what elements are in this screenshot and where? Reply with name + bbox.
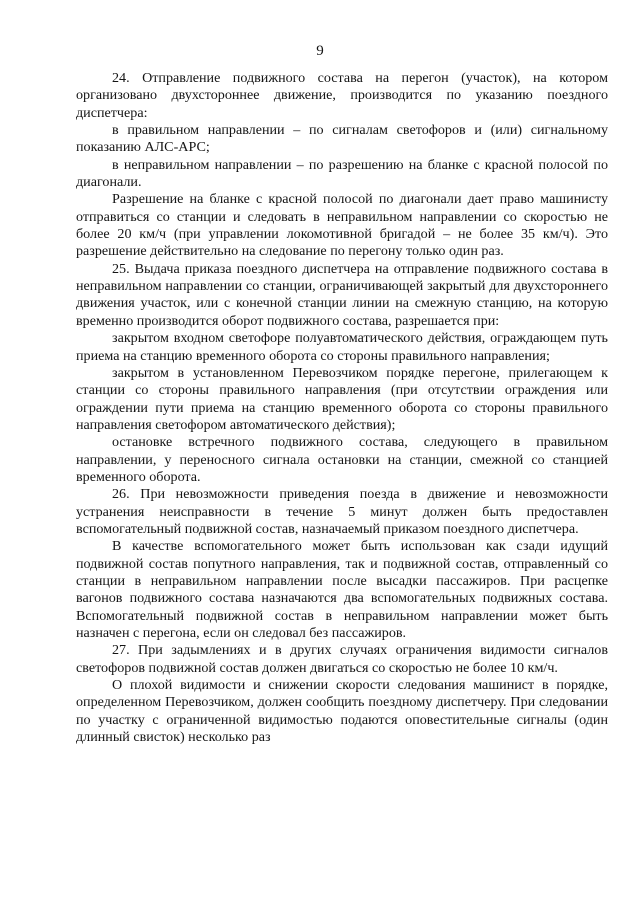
paragraph-26: 26. При невозможности приведения поезда в движение и невозможности устранения неисправности в течение 5 минут должен быть предоставлен вспомогательный подвижной состав, назначаемый приказом поездного диспетчера. xyxy=(76,486,608,537)
paragraph-24: 24. Отправление подвижного состава на перегон (участок), на котором организовано двухстороннее движение, производится по указанию поездного диспетчера: xyxy=(76,70,608,121)
page-number: 9 xyxy=(316,43,324,59)
paragraph-25-oncoming-stop: остановке встречного подвижного состава, следующего в правильном направлении, у переносного сигнала остановки на станции, смежной со станцией временного оборота. xyxy=(76,434,608,485)
paragraph-27-visibility: О плохой видимости и снижении скорости следования машинист в порядке, определенном Перевозчиком, должен сообщить поездному диспетчеру. При следовании по участку с ограниченной видимостью подаются оповестительные сигналы (один длинный свисток) несколько раз xyxy=(76,677,608,746)
paragraph-24-wrong-direction: в неправильном направлении – по разрешению на бланке с красной полосой по диагонали. xyxy=(76,156,608,191)
paragraph-26-auxiliary: В качестве вспомогательного может быть использован как сзади идущий подвижной состав попутного направления, так и подвижной состав, отправленный со станции в неправильном направлении после высадки пассажиров. При расцепке вагонов подвижного состава назначаются два вспомогательных подвижных состава. Вспомогательный подвижной состав в неправильном направлении может быть назначен с перегона, если он следовал без пассажиров. xyxy=(76,538,608,641)
paragraph-red-stripe-permit: Разрешение на бланке с красной полосой по диагонали дает право машинисту отправиться со станции и следовать в неправильном направлении со скоростью не более 20 км/ч (при управлении локомотивной бригадой – не более 35 км/ч). Это разрешение действительно на следование по перегону только один раз. xyxy=(76,191,608,260)
document-body xyxy=(76,70,608,746)
paragraph-25-closed-signal: закрытом входном светофоре полуавтоматического действия, ограждающем путь приема на станцию временного оборота со стороны правильного направления; xyxy=(76,330,608,364)
paragraph-25: 25. Выдача приказа поездного диспетчера на отправление подвижного состава в неправильном направлении со станции, ограничивающей закрытый для двухстороннего движения участок, или с конечной станции линии на смежную станцию, на которую временно производится оборот подвижного состава, разрешается при: xyxy=(76,260,608,329)
paragraph-24-correct-direction: в правильном направлении – по сигналам светофоров и (или) сигнальному показанию АЛС-АРС; xyxy=(76,122,608,156)
paragraph-25-closed-segment: закрытом в установленном Перевозчиком порядке перегоне, прилегающем к станции со стороны правильного направления (при отсутствии ограждения или ограждении пути приема на станцию временного оборота со стороны правильного направления светофором автоматического действия); xyxy=(76,364,608,433)
paragraph-27: 27. При задымлениях и в других случаях ограничения видимости сигналов светофоров подвижной состав должен двигаться со скоростью не более 10 км/ч. xyxy=(76,642,608,676)
